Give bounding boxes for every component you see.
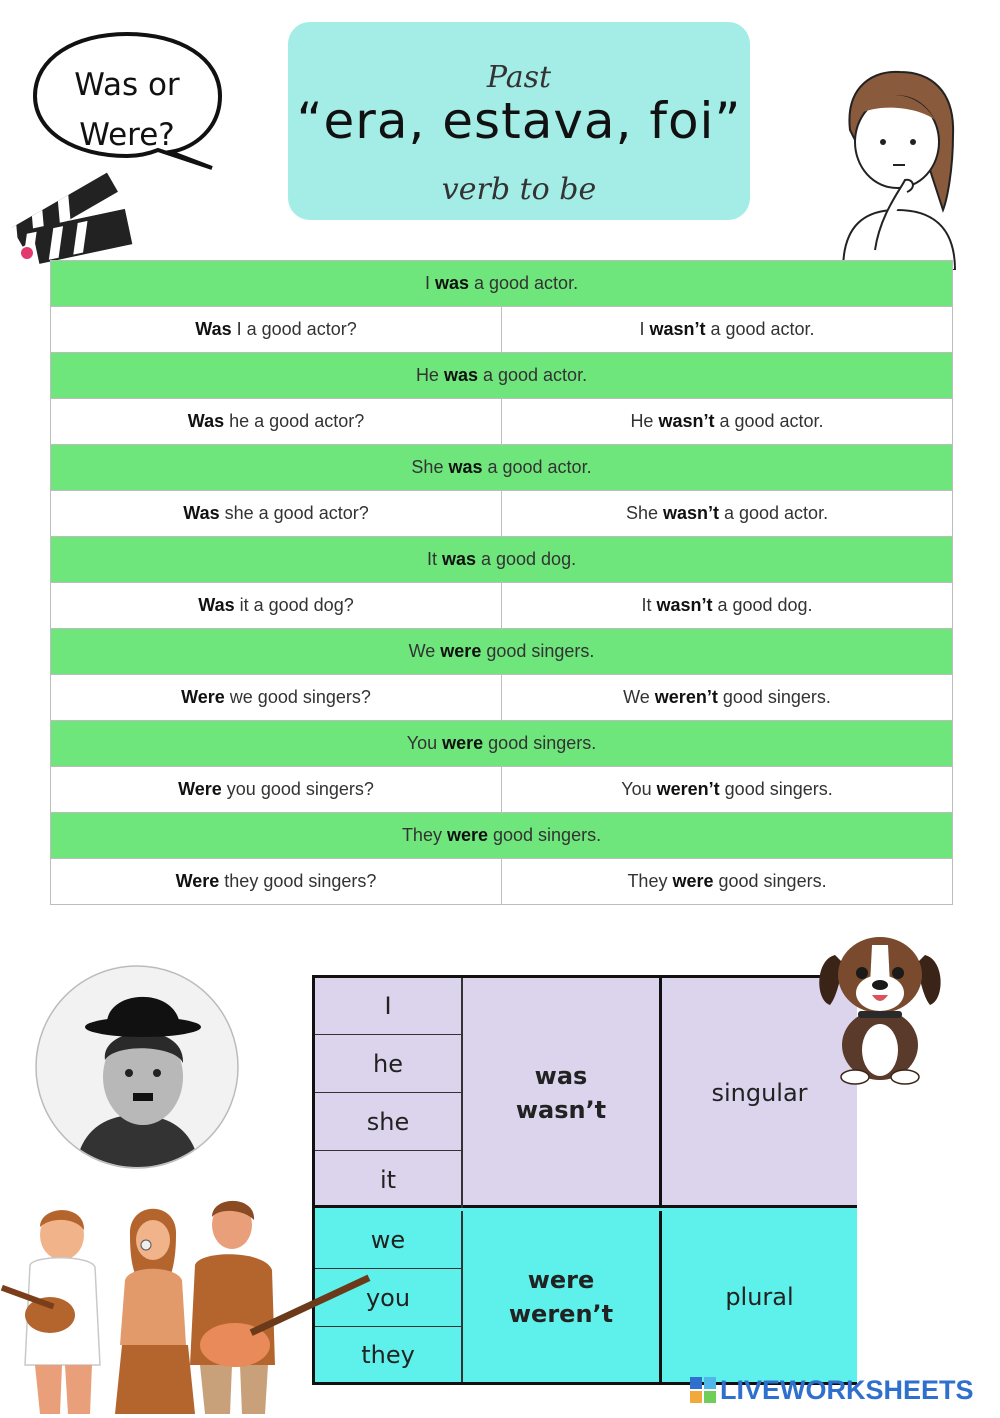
logo-icon	[690, 1377, 716, 1403]
pronoun-cell: I	[315, 978, 463, 1035]
sentence-text: you good singers?	[221, 779, 374, 799]
verb-highlight: Were	[178, 779, 222, 799]
sentence-text: a good dog.	[712, 595, 813, 615]
question-sentence	[51, 859, 502, 905]
sentence-text: He	[630, 411, 659, 431]
verb-highlight: was	[441, 549, 476, 569]
verb-negative: wasn’t	[515, 1096, 607, 1124]
verb-highlight: were	[672, 871, 714, 891]
singular-label: singular	[711, 1079, 808, 1107]
verb-highlight: were	[446, 825, 488, 845]
liveworksheets-logo	[690, 1372, 990, 1408]
question-sentence	[51, 675, 502, 721]
affirmative-row	[51, 721, 953, 767]
question-sentence	[51, 399, 502, 445]
logo-text: LIVEWORKSHEETS	[720, 1374, 974, 1405]
bubble-text: Was or Were?	[74, 67, 180, 153]
sentence-text: they good singers?	[219, 871, 377, 891]
sentence-text: a good actor.	[468, 273, 579, 293]
sentence-text: We	[623, 687, 655, 707]
sentence-text: good singers.	[481, 641, 595, 661]
sentence-text: You	[406, 733, 443, 753]
sentence-text: It	[426, 549, 442, 569]
verb-highlight: weren’t	[654, 687, 718, 707]
affirmative-row	[51, 353, 953, 399]
pronoun-cell: you	[315, 1269, 463, 1327]
sentence-text: she a good actor?	[219, 503, 369, 523]
verb-highlight: was	[434, 273, 469, 293]
verb-highlight: wasn’t	[649, 319, 706, 339]
sentence-text: I a good actor?	[231, 319, 357, 339]
verb-highlight: weren’t	[656, 779, 720, 799]
negative-sentence	[502, 859, 953, 905]
clapperboard-icon	[5, 160, 135, 270]
question-sentence	[51, 491, 502, 537]
question-negative-row	[51, 491, 953, 537]
sentence-text: good singers.	[717, 687, 831, 707]
question-negative-row	[51, 675, 953, 721]
negative-sentence	[502, 399, 953, 445]
title-past: Past	[486, 60, 552, 95]
sentence-text: a good actor.	[477, 365, 588, 385]
verb-highlight: were	[442, 733, 484, 753]
sentence-text: I	[639, 319, 650, 339]
title-subtitle: verb to be	[441, 172, 597, 207]
sentence-text: a good dog.	[475, 549, 577, 569]
question-sentence	[51, 583, 502, 629]
sentence-text: It	[641, 595, 657, 615]
pronoun-cell: it	[315, 1151, 463, 1208]
sentence-text: he a good actor?	[224, 411, 365, 431]
verb-highlight: Was	[183, 503, 220, 523]
affirmative-row	[51, 537, 953, 583]
sentence-text: good singers.	[713, 871, 827, 891]
sentence-text: You	[621, 779, 657, 799]
pronoun-cell: he	[315, 1035, 463, 1093]
sentence-text: I	[424, 273, 435, 293]
chaplin-photo	[35, 965, 240, 1170]
verb-highlight: Were	[181, 687, 225, 707]
sentence-text: They	[401, 825, 447, 845]
sentence-text: She	[625, 503, 663, 523]
pronoun-cell: we	[315, 1211, 463, 1269]
singular-verbs	[463, 978, 662, 1208]
verb-highlight: Was	[198, 595, 235, 615]
verb-highlight: was	[448, 457, 483, 477]
sentence-text: a good actor.	[714, 411, 824, 431]
sentence-text: we good singers?	[224, 687, 371, 707]
thinking-girl-illustration	[835, 60, 965, 270]
affirmative-sentence	[51, 353, 953, 399]
puppy-illustration	[810, 925, 950, 1085]
verb-highlight: was	[443, 365, 478, 385]
question-sentence	[51, 767, 502, 813]
affirmative-row	[51, 445, 953, 491]
sentence-text: She	[411, 457, 449, 477]
sentence-text: good singers.	[483, 733, 597, 753]
negative-sentence	[502, 307, 953, 353]
verb-highlight: Was	[187, 411, 225, 431]
affirmative-row	[51, 813, 953, 859]
negative-sentence	[502, 491, 953, 537]
question-negative-row	[51, 583, 953, 629]
verb-highlight: wasn’t	[658, 411, 715, 431]
sentence-text: a good actor.	[482, 457, 592, 477]
question-sentence	[51, 307, 502, 353]
verb-highlight: Were	[175, 871, 220, 891]
verb-highlight: wasn’t	[662, 503, 719, 523]
affirmative-row	[51, 629, 953, 675]
sentence-text: it a good dog?	[234, 595, 354, 615]
sentence-table	[50, 260, 953, 905]
affirmative-sentence	[51, 629, 953, 675]
pronoun-cell: they	[315, 1327, 463, 1382]
negative-sentence	[502, 767, 953, 813]
affirmative-sentence	[51, 445, 953, 491]
grammar-summary-box	[312, 975, 857, 1385]
negative-sentence	[502, 583, 953, 629]
question-negative-row	[51, 859, 953, 905]
verb-negative: weren’t	[508, 1299, 614, 1328]
verb-highlight: wasn’t	[656, 595, 713, 615]
sentence-text: He	[415, 365, 444, 385]
plural-verbs	[463, 1211, 662, 1382]
speech-bubble	[30, 28, 225, 173]
title-card	[288, 22, 750, 220]
affirmative-sentence	[51, 261, 953, 307]
sentence-text: a good actor.	[705, 319, 815, 339]
affirmative-sentence	[51, 537, 953, 583]
question-negative-row	[51, 399, 953, 445]
sentence-text: good singers.	[719, 779, 833, 799]
sentence-text: They	[627, 871, 673, 891]
affirmative-sentence	[51, 813, 953, 859]
sentence-text: a good actor.	[718, 503, 829, 523]
affirmative-row	[51, 261, 953, 307]
sentence-text: good singers.	[488, 825, 602, 845]
page-title: “era, estava, foi”	[296, 92, 742, 150]
question-negative-row	[51, 307, 953, 353]
verb-highlight: Was	[195, 319, 232, 339]
musicians-illustration	[0, 1195, 385, 1414]
negative-sentence	[502, 675, 953, 721]
verb-affirmative: were	[527, 1265, 595, 1294]
plural-label: plural	[725, 1282, 794, 1311]
verb-affirmative: was	[534, 1062, 588, 1090]
pronoun-cell: she	[315, 1093, 463, 1151]
affirmative-sentence	[51, 721, 953, 767]
question-negative-row	[51, 767, 953, 813]
sentence-text: We	[408, 641, 441, 661]
verb-highlight: were	[440, 641, 482, 661]
